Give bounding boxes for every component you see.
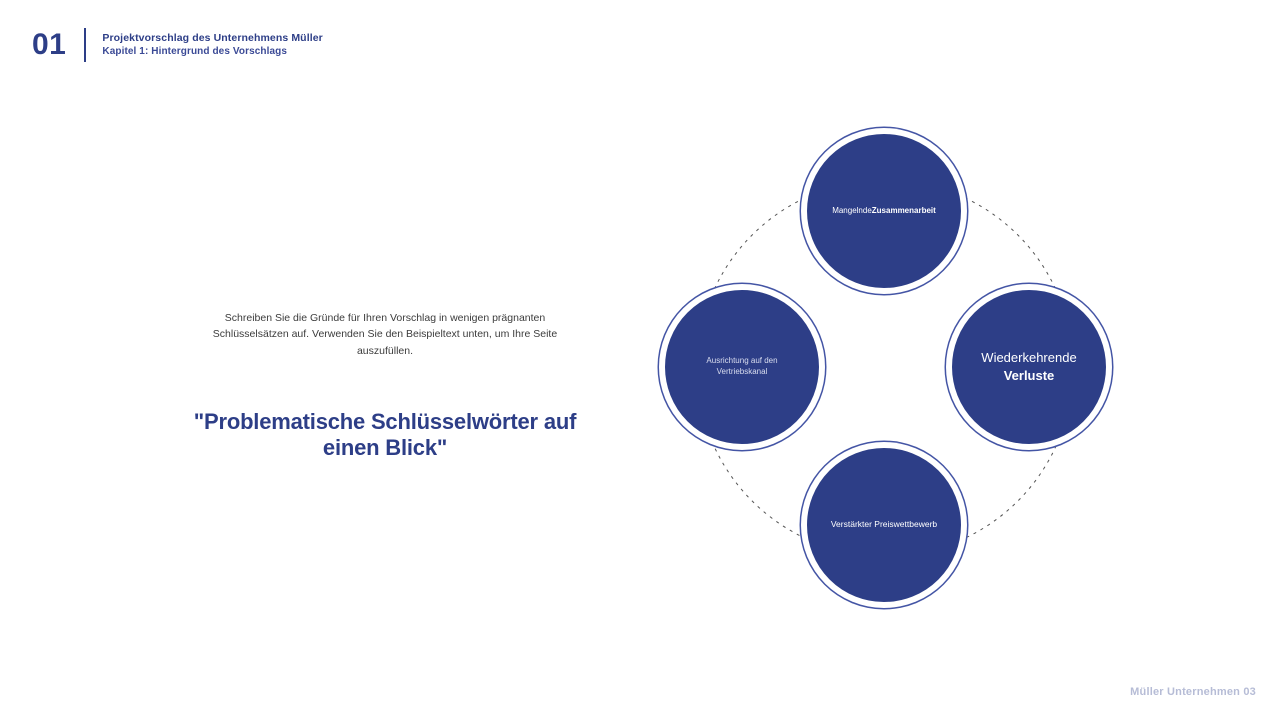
header-text-group	[102, 31, 322, 59]
bubble-bottom[interactable]	[807, 448, 961, 602]
header-subtitle: Kapitel 1: Hintergrund des Vorschlags	[102, 46, 288, 58]
header-divider	[84, 28, 86, 62]
header-title: Projektvorschlag des Unternehmens Müller	[102, 32, 323, 45]
slide-header	[32, 28, 323, 62]
bubble-bottom-label: Verstärkter Preiswettbewerb	[830, 519, 938, 530]
cycle-diagram	[655, 120, 1135, 620]
bubble-top-label: MangelndeZusammenarbeit	[832, 205, 936, 215]
footer-text: Müller Unternehmen 03	[1130, 686, 1256, 698]
headline: "Problematische Schlüsselwörter auf einen Blick"	[193, 408, 577, 460]
bubble-top[interactable]	[807, 134, 961, 288]
left-content	[168, 310, 602, 461]
bubble-right-label: Wiederkehrende Verluste	[981, 350, 1077, 383]
bubble-left[interactable]	[665, 290, 819, 444]
chapter-number: 01	[32, 28, 67, 61]
bubble-left-label: Ausrichtung auf den Vertriebskanal	[706, 356, 778, 376]
bubble-right[interactable]	[952, 290, 1106, 444]
intro-paragraph: Schreiben Sie die Gründe für Ihren Vorschlag in wenigen prägnanten Schlüsselsätzen auf. Verwenden Sie den Beispieltext unten, um Ihre Seite auszufüllen.	[212, 312, 558, 357]
